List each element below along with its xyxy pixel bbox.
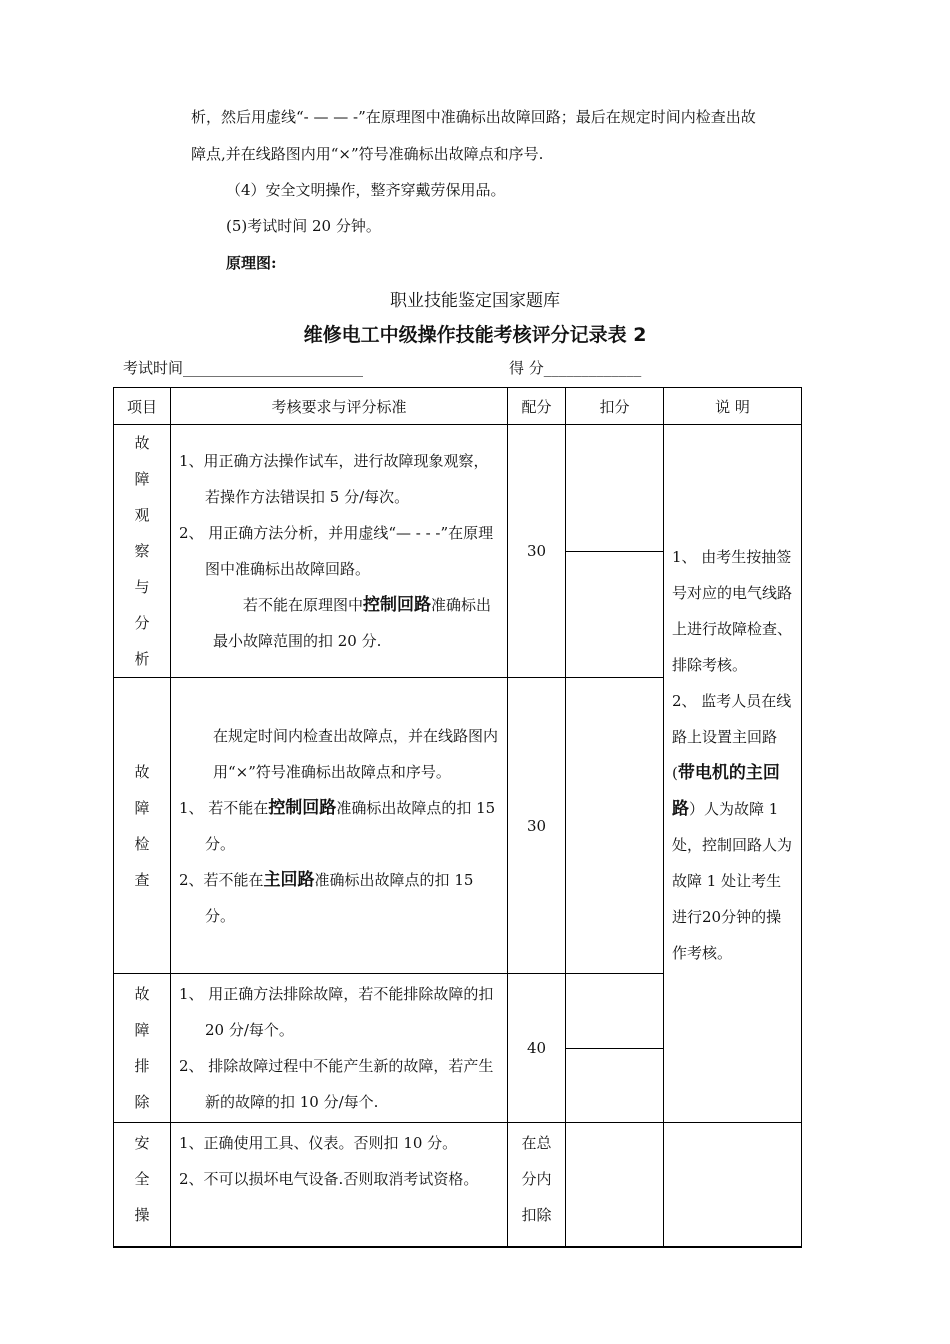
table-row: [114, 1123, 802, 1247]
col-header-requirements: 考核要求与评分标准: [171, 388, 508, 425]
org-title: 职业技能鉴定国家题库: [390, 291, 560, 311]
table-row: [114, 425, 802, 678]
notes-cell: 1、 由考生按抽签号对应的电气线路上进行故障检查、排除考核。 2、 监考人员在线路上设置主回路(带电机的主回路）人为故障 1 处，控制回路人为故障 1 处让考生进行20分钟的操作考核。: [664, 425, 802, 1123]
exam-time-field: 考试时间________________________: [123, 359, 364, 377]
intro-line-1: 析，然后用虚线“- — — -”在原理图中准确标出故障回路；最后在规定时间内检查出故: [191, 108, 756, 126]
intro-item-4: （4）安全文明操作，整齐穿戴劳保用品。: [226, 181, 506, 199]
col-header-project: 项目: [114, 388, 171, 425]
requirements-cell: 1、 用正确方法排除故障，若不能排除故障的扣 20 分/每个。 2、 排除故障过程中不能产生新的故障，若产生新的故障的扣 10 分/每个.: [171, 974, 508, 1123]
intro-item-5: (5)考试时间 20 分钟。: [226, 217, 381, 235]
score-field: 得 分_____________: [509, 359, 642, 377]
deduction-cell: [566, 678, 664, 974]
notes-cell-empty: [664, 1123, 802, 1247]
deduction-cell: [566, 1123, 664, 1247]
points-cell: 在总分内扣除: [508, 1123, 566, 1247]
requirements-cell: 1、用正确方法操作试车，进行故障现象观察，若操作方法错误扣 5 分/每次。 2、 用正确方法分析，并用虚线“— - - -”在原理图中准确标出故障回路。 若不能在原理图中控制回路准确标出最小故障范围的扣 20 分.: [171, 425, 508, 678]
col-header-notes: 说 明: [664, 388, 802, 425]
col-header-points: 配分: [508, 388, 566, 425]
intro-line-2: 障点,并在线路图内用“×”符号准确标出故障点和序号.: [191, 145, 544, 163]
project-cell: 故 障 观 察 与 分 析: [114, 425, 171, 678]
points-cell: 30: [508, 425, 566, 678]
form-title: 维修电工中级操作技能考核评分记录表 2: [303, 324, 647, 346]
project-cell: 故 障 检 查: [114, 678, 171, 974]
project-cell: 安 全 操: [114, 1123, 171, 1247]
points-cell: 30: [508, 678, 566, 974]
col-header-deduction: 扣分: [566, 388, 664, 425]
points-cell: 40: [508, 974, 566, 1123]
project-cell: 故 障 排 除: [114, 974, 171, 1123]
requirements-cell: 1、正确使用工具、仪表。否则扣 10 分。 2、不可以损坏电气设备.否则取消考试资格。: [171, 1123, 508, 1247]
deduction-cell: [566, 974, 664, 1123]
scoring-table: [113, 387, 802, 1248]
diagram-label: 原理图:: [226, 254, 277, 272]
deduction-cell: [566, 425, 664, 678]
requirements-cell: 在规定时间内检查出故障点，并在线路图内用“×”符号准确标出故障点和序号。 1、 若不能在控制回路准确标出故障点的扣 15分。 2、若不能在主回路准确标出故障点的扣 15分。: [171, 678, 508, 974]
table-header-row: [114, 388, 802, 425]
